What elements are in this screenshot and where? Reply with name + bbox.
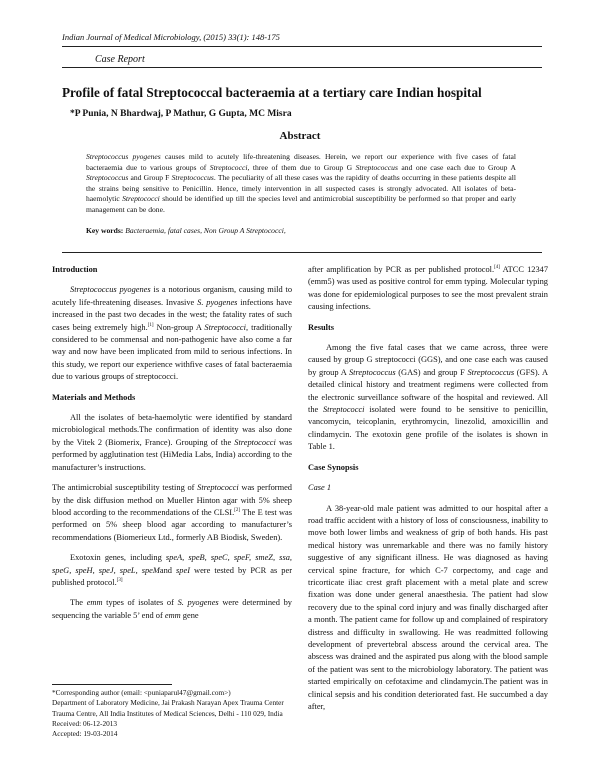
- text: The antimicrobial susceptibility testing of: [52, 483, 198, 493]
- abstract-term: Streptococcus: [86, 173, 129, 183]
- right-column: [308, 264, 548, 721]
- abstract-span: should be identified up till the species level and antimicrobial susceptibility be performed so that proper and early management can be done.: [86, 194, 516, 214]
- left-column: [52, 264, 292, 630]
- text: after amplification by PCR as per published protocol.: [308, 265, 495, 274]
- subsection-heading: Case 1: [308, 483, 332, 493]
- section-heading: Case Synopsis: [308, 462, 359, 472]
- term: S. pyogenes: [177, 598, 219, 608]
- abstract-span: and one case each due to Group A: [397, 162, 516, 172]
- term: emm: [164, 610, 181, 620]
- term: Streptococcus pyogenes: [70, 285, 151, 295]
- text: , traditionally considered to be commensal and non-pathogenic have also come a far way and now have been implicated from mild to serious infections. In this study, we report our experience withfive cases of fatal bacteraemia due to various groups of streptococci.: [52, 322, 293, 382]
- term: Streptococci: [234, 437, 276, 447]
- abstract-term: Streptococci: [122, 194, 160, 204]
- accepted-date: Accepted: 19-03-2014: [52, 729, 118, 739]
- text: (GFS). A detailed clinical history and treatment regimens were collected from the electronic surveillance software of the hospital and reviewed. All the: [308, 367, 549, 415]
- abstract-span: , three of them due to Group G: [247, 162, 356, 172]
- case-report-label: Case Report: [95, 54, 145, 65]
- term: Streptococci: [197, 483, 239, 493]
- abstract-span: . The peculiarity of all these cases was the rapidity of deaths occurring in these patients despite all the strains being sensitive to Penicillin. Hence, timely intervention in all suspected cases is strongly advocated. All isolates of beta-haemolytic: [86, 173, 517, 204]
- text: was performed by the disk diffusion method on Mueller Hinton agar with 5% sheep blood according to the recommendations of the CLSI.: [52, 483, 292, 517]
- term: Streptococci: [322, 405, 365, 415]
- citation-ref[interactable]: [1]: [147, 322, 154, 328]
- journal-citation: Indian Journal of Medical Microbiology, (2015) 33(1): 148-175: [62, 32, 280, 42]
- citation-ref[interactable]: [3]: [116, 578, 123, 584]
- paragraph: [52, 412, 292, 474]
- footnote: [52, 688, 292, 739]
- term: speA, speB, speC, speF, smeZ, ssa, speG, speH, speJ, speL, speM: [52, 553, 292, 575]
- paragraph: [52, 597, 292, 622]
- header-rule-bottom: [62, 67, 542, 68]
- footnote-rule: [52, 684, 172, 685]
- section-heading: Introduction: [52, 265, 98, 274]
- abstract-span: and Group F: [128, 173, 172, 183]
- author-list: *P Punia, N Bhardwaj, P Mathur, G Gupta, MC Misra: [70, 109, 292, 119]
- term: speI: [176, 565, 190, 575]
- paragraph: [308, 264, 548, 314]
- text: types of isolates of: [102, 598, 178, 608]
- text: infections have increased in the past two decades in the west; the fatality rates of such cases being extremely high.: [52, 297, 292, 332]
- abstract-term: Streptococcus: [171, 173, 214, 183]
- paragraph: [52, 552, 292, 589]
- header-rule-top: [62, 46, 542, 47]
- text: gene: [180, 610, 199, 620]
- abstract-term: Streptococcus pyogenes: [86, 152, 161, 161]
- keywords-label: Key words:: [86, 226, 126, 235]
- text: was performed by agglutination test (HiMedia Labs, India) according to the manufacturer’s instructions.: [52, 437, 292, 472]
- citation-ref[interactable]: [4]: [494, 265, 500, 271]
- text: The: [70, 598, 87, 608]
- text: were determined by sequencing the variable 5’ end of: [52, 598, 292, 620]
- text: isolated were found to be sensitive to penicillin, vancomycin, teicoplanin, erythromycin, linezolid, amoxicillin and clindamycin. The exotoxin gene profile of the isolates is shown in Table 1.: [308, 405, 549, 452]
- text: Among the five fatal cases that we came across, three were caused by group G streptococci (GGS), and one case each was caused by group A: [308, 343, 548, 377]
- received-date: Received: 06-12-2013: [52, 718, 118, 728]
- paragraph: A 38-year-old male patient was admitted to our hospital after a road traffic accident with a history of loss of consciousness, inability to move both lower limbs and weakness of grip of both hands. His past medical history was unremarkable and there was no family history suggestive of any significant illness. He was diagnosed as having cervical spine fracture, for which C-7 corpectomy, and cage and tricorticate iliac crest graft placement with a metal plate and screw fixation was done under general anaesthesia. The patient had slow recovery due to the spinal cord injury and was finally discharged after a month. The patient came for follow up and complained of respiratory distress and difficulty in swallowing. He was readmitted following development of prevertebral abscess around the cervical area. The abscess was drained and the aspirated pus along with the blood sample of the patient was sent to the microbiology laboratory. The patient was started empirically on cefotaxime and clindamycin.The patient was in clinical sepsis and his condition deteriorated fast. He succumbed a day after,: [308, 503, 548, 711]
- text: (GAS) and group F: [395, 367, 468, 377]
- abstract-heading: Abstract: [279, 130, 321, 142]
- affiliation: Department of Laboratory Medicine, Jai Prakash Narayan Apex Trauma Center Trauma Centre, All India Institutes of Medical Sciences, Delhi - 110 029, India: [52, 698, 284, 718]
- abstract-term: Streptococcus: [355, 162, 398, 172]
- article-title: Profile of fatal Streptococcal bacteraemia at a tertiary care Indian hospital: [62, 85, 482, 100]
- term: Streptococcus: [348, 367, 396, 377]
- paragraph: [308, 342, 548, 454]
- text: The E test was performed on 5% sheep blood agar according to manufacturer’s recommendations (Biomerieux Ltd., formerly AB Biodisk, Sweden).: [52, 507, 293, 542]
- text: were tested by PCR as per published protocol.: [52, 565, 292, 587]
- keywords: [86, 226, 516, 235]
- section-heading: Results: [308, 322, 335, 332]
- term: Streptococci: [204, 322, 246, 332]
- term: emm: [86, 598, 103, 608]
- text: Exotoxin genes, including: [70, 553, 166, 563]
- term: Streptococcus: [467, 367, 515, 377]
- text: is a notorious organism, causing mild to acutely life-threatening diseases. Invasive: [52, 285, 293, 307]
- paragraph: [52, 482, 292, 544]
- text: All the isolates of beta-haemolytic were identified by standard microbiological methods.The confirmation of identity was also done by the Vitek 2 (Biomerix, France). Grouping of the: [52, 413, 292, 447]
- abstract-span: causes mild to acutely life-threatening diseases. Herein, we report our experience with five cases of fatal bacteraemia due to various groups of: [86, 152, 517, 172]
- abstract-rule: [62, 252, 542, 253]
- citation-ref[interactable]: [2]: [234, 508, 241, 514]
- text: and: [159, 565, 177, 575]
- abstract-text: [86, 152, 516, 216]
- text: ATCC 12347 (emm5) was used as positive control for emm typing. Molecular typing was done for epidemiological purposes to see the most prevalent strain causing infections.: [308, 265, 549, 312]
- keywords-value: Bacteraemia, fatal cases, Non Group A Streptococci,: [125, 226, 286, 235]
- section-heading: Materials and Methods: [52, 392, 136, 402]
- corresponding-author: *Corresponding author (email: <puniaparul47@gmail.com>): [52, 688, 231, 697]
- paragraph: [52, 284, 292, 383]
- abstract-term: Streptococci: [209, 162, 248, 172]
- text: Non-group A: [153, 322, 205, 332]
- term: S. pyogenes: [197, 297, 238, 307]
